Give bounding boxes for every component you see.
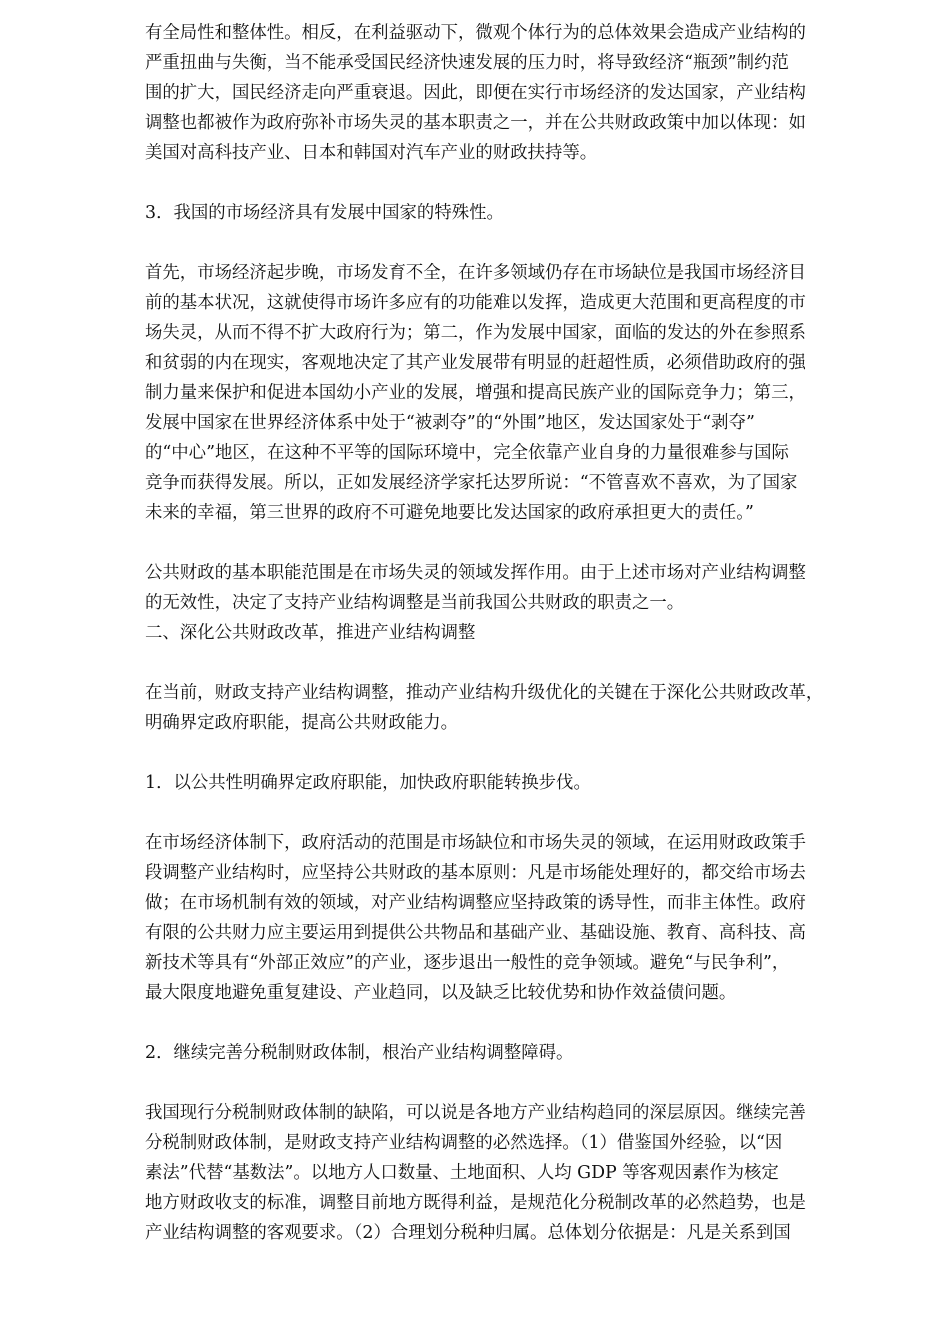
text-line: 竞争而获得发展。所以，正如发展经济学家托达罗所说：“不管喜欢不喜欢，为了国家 — [145, 473, 798, 493]
text-line: 调整也都被作为政府弥补市场失灵的基本职责之一，并在公共财政政策中加以体现：如 — [145, 113, 806, 133]
text-line: 的无效性，决定了支持产业结构调整是当前我国公共财政的职责之一。 — [145, 593, 685, 613]
text-line: 有限的公共财力应主要运用到提供公共物品和基础产业、基础设施、教育、高科技、高 — [145, 923, 806, 943]
text-line: 段调整产业结构时，应坚持公共财政的基本原则：凡是市场能处理好的，都交给市场去 — [145, 863, 806, 883]
text-line: 发展中国家在世界经济体系中处于“被剥夺”的“外围”地区，发达国家处于“剥夺” — [145, 413, 755, 433]
text-line: 围的扩大，国民经济走向严重衰退。因此，即便在实行市场经济的发达国家，产业结构 — [145, 83, 806, 103]
section-heading-3 — [145, 198, 890, 228]
text-line: 的“中心”地区，在这种不平等的国际环境中，完全依靠产业自身的力量很难参与国际 — [145, 443, 789, 463]
paragraph-gap — [145, 798, 890, 828]
paragraph-gap — [145, 648, 890, 678]
paragraph-5 — [145, 678, 890, 738]
text-line: 公共财政的基本职能范围是在市场失灵的领域发挥作用。由于上述市场对产业结构调整 — [145, 563, 806, 583]
paragraph-gap — [145, 1008, 890, 1038]
text-line: 产业结构调整的客观要求。（2）合理划分税种归属。总体划分依据是：凡是关系到国 — [145, 1223, 791, 1243]
text-line: 分税制财政体制，是财政支持产业结构调整的必然选择。（1）借鉴国外经验，以“因 — [145, 1133, 783, 1153]
text-line: 制力量来保护和促进本国幼小产业的发展，增强和提高民族产业的国际竞争力；第三， — [145, 383, 806, 403]
section-heading-2: 二、深化公共财政改革，推进产业结构调整 — [145, 623, 476, 643]
paragraph-9 — [145, 1098, 890, 1248]
text-line: 素法”代替“基数法”。以地方人口数量、土地面积、人均 GDP 等客观因素作为核定 — [145, 1163, 779, 1183]
section-heading-2-item — [145, 1038, 890, 1068]
text-line: 首先，市场经济起步晚，市场发育不全，在许多领域仍存在市场缺位是我国市场经济目 — [145, 263, 806, 283]
paragraph-gap — [145, 168, 890, 198]
text-line: 未来的幸福，第三世界的政府不可避免地要比发达国家的政府承担更大的责任。” — [145, 503, 754, 523]
text-line: 在市场经济体制下，政府活动的范围是市场缺位和市场失灵的领域，在运用财政政策手 — [145, 833, 806, 853]
section-heading-1 — [145, 768, 890, 798]
text-line: 我国现行分税制财政体制的缺陷，可以说是各地方产业结构趋同的深层原因。继续完善 — [145, 1103, 806, 1123]
text-line: 前的基本状况，这就使得市场许多应有的功能难以发挥，造成更大范围和更高程度的市 — [145, 293, 806, 313]
paragraph-1 — [145, 18, 890, 168]
text-line: 1．以公共性明确界定政府职能，加快政府职能转换步伐。 — [145, 773, 591, 793]
text-line: 严重扭曲与失衡，当不能承受国民经济快速发展的压力时，将导致经济“瓶颈”制约范 — [145, 53, 789, 73]
paragraph-gap — [145, 228, 890, 258]
document-page — [145, 18, 890, 1248]
paragraph-4 — [145, 558, 890, 648]
paragraph-gap — [145, 1068, 890, 1098]
text-line: 在当前，财政支持产业结构调整，推动产业结构升级优化的关键在于深化公共财政改革， — [145, 683, 824, 703]
text-line: 最大限度地避免重复建设、产业趋同，以及缺乏比较优势和协作效益债问题。 — [145, 983, 737, 1003]
paragraph-gap — [145, 738, 890, 768]
text-line: 明确界定政府职能，提高公共财政能力。 — [145, 713, 459, 733]
text-line: 场失灵，从而不得不扩大政府行为；第二，作为发展中国家，面临的发达的外在参照系 — [145, 323, 806, 343]
paragraph-3 — [145, 258, 890, 528]
text-line: 美国对高科技产业、日本和韩国对汽车产业的财政扶持等。 — [145, 143, 598, 163]
text-line: 和贫弱的内在现实，客观地决定了其产业发展带有明显的赶超性质，必须借助政府的强 — [145, 353, 806, 373]
text-line: 做；在市场机制有效的领域，对产业结构调整应坚持政策的诱导性，而非主体性。政府 — [145, 893, 806, 913]
text-line: 有全局性和整体性。相反，在利益驱动下，微观个体行为的总体效果会造成产业结构的 — [145, 23, 806, 43]
text-line: 3．我国的市场经济具有发展中国家的特殊性。 — [145, 203, 504, 223]
text-line: 2．继续完善分税制财政体制，根治产业结构调整障碍。 — [145, 1043, 574, 1063]
text-line: 地方财政收支的标准，调整目前地方既得利益，是规范化分税制改革的必然趋势，也是 — [145, 1193, 806, 1213]
paragraph-gap — [145, 528, 890, 558]
text-line: 新技术等具有“外部正效应”的产业，逐步退出一般性的竞争领域。避免“与民争利”， — [145, 953, 790, 973]
paragraph-7 — [145, 828, 890, 1008]
